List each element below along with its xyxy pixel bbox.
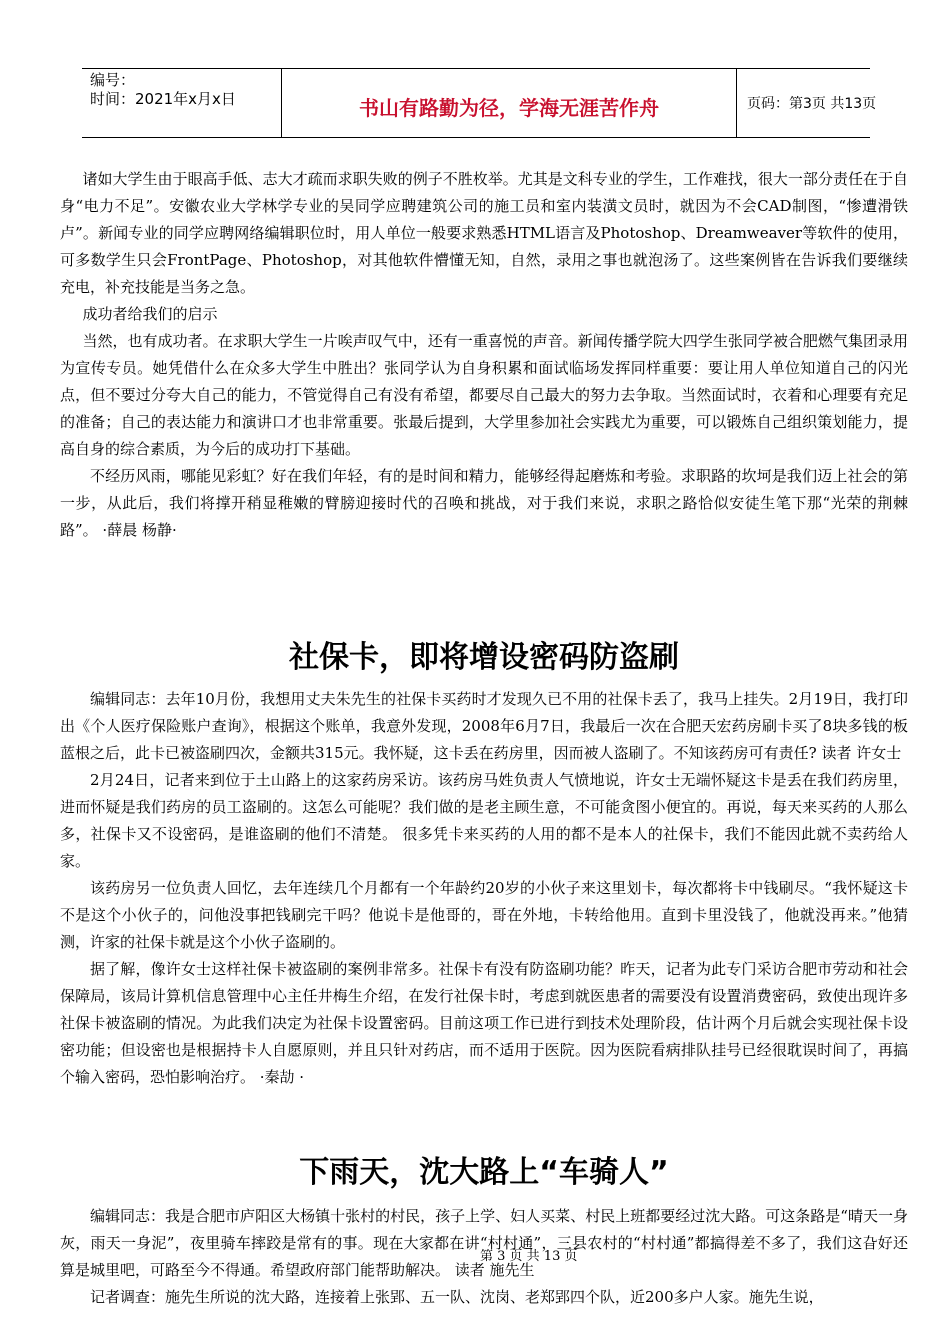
article1-paragraph: 不经历风雨，哪能见彩虹？好在我们年轻，有的是时间和精力，能够经得起磨炼和考验。求职路的坎坷是我们迈上社会的第一步，从此后，我们将撑开稍显稚嫩的臂膀迎接时代的召唤和挑战，对于我们来说，求职之路恰似安徒生笔下那“光荣的荆棘路”。 ·薛晨 杨静·	[60, 467, 908, 539]
number-label: 编号：	[90, 71, 136, 89]
header-meta-cell	[82, 69, 282, 137]
article2-title: 社保卡，即将增设密码防盗刷	[289, 640, 679, 675]
article1-paragraph: 诸如大学生由于眼高手低、志大才疏而求职失败的例子不胜枚举。尤其是文科专业的学生，工作难找，很大一部分责任在于自身“电力不足”。安徽农业大学林学专业的吴同学应聘建筑公司的施工员和室内装潢文员时，就因为不会CAD制图，“惨遭滑铁卢”。新闻专业的同学应聘网络编辑职位时，用人单位一般要求熟悉HTML语言及Photoshop、Dreamweaver等软件的使用，可多数学生只会FrontPage、Photoshop，对其他软件懵懂无知，自然，录用之事也就泡汤了。这些案例皆在告诉我们要继续充电，补充技能是当务之急。	[60, 170, 908, 296]
article2-paragraph: 编辑同志：去年10月份，我想用丈夫朱先生的社保卡买药时才发现久已不用的社保卡丢了，我马上挂失。2月19日，我打印出《个人医疗保险账户查询》，根据这个账单，我意外发现，2008年6月7日，我最后一次在合肥天宏药房刷卡买了8块多钱的板蓝根之后，此卡已被盗刷四次，金额共315元。我怀疑，这卡丢在药房里，因而被人盗刷了。不知该药房可有责任? 读者 许女士	[60, 690, 908, 762]
article1-paragraph: 当然，也有成功者。在求职大学生一片唉声叹气中，还有一重喜悦的声音。新闻传播学院大四学生张同学被合肥燃气集团录用为宣传专员。她凭借什么在众多大学生中胜出？张同学认为自身积累和面试临场发挥同样重要：要让用人单位知道自己的闪光点，但不要过分夸大自己的能力，不管觉得自己有没有希望，都要尽自己最大的努力去争取。当然面试时，衣着和心理要有充足的准备；自己的表达能力和演讲口才也非常重要。张最后提到，大学里参加社会实践尤为重要，可以锻炼自己组织策划能力，提高自身的综合素质，为今后的成功打下基础。	[60, 332, 908, 458]
article2-paragraph: 据了解，像许女士这样社保卡被盗刷的案例非常多。社保卡有没有防盗刷功能？昨天，记者为此专门采访合肥市劳动和社会保障局，该局计算机信息管理中心主任井梅生介绍，在发行社保卡时，考虑到就医患者的需要没有设置消费密码，致使出现许多社保卡被盗刷的情况。为此我们决定为社保卡设置密码。目前这项工作已进行到技术处理阶段，估计两个月后就会实现社保卡设密功能；但设密也是根据持卡人自愿原则，并且只针对药店，而不适用于医院。因为医院看病排队挂号已经很耽误时间了，再搞个输入密码，恐怕影响治疗。 ·秦劼 ·	[60, 960, 908, 1086]
header-motto: 书山有路勤为径，学海无涯苦作舟	[282, 69, 737, 137]
article3-paragraph: 编辑同志：我是合肥市庐阳区大杨镇十张村的村民，孩子上学、妇人买菜、村民上班都要经过沈大路。可这条路是“晴天一身灰，雨天一身泥”，夜里骑车摔跤是常有的事。现在大家都在讲“村村通”，三县农村的“村村通”都搞得差不多了，我们这旮好还算是城里吧，可路至今不得通。希望政府部门能帮助解决。 读者 施先生	[60, 1207, 908, 1279]
article2-paragraph: 该药房另一位负责人回忆，去年连续几个月都有一个年龄约20岁的小伙子来这里划卡，每次都将卡中钱刷尽。“我怀疑这卡不是这个小伙子的，问他没事把钱刷完干吗？他说卡是他哥的，哥在外地，卡转给他用。直到卡里没钱了，他就没再来。”他猜测，许家的社保卡就是这个小伙子盗刷的。	[60, 879, 908, 951]
page-header	[82, 68, 877, 138]
article3-title: 下雨天，沈大路上“车骑人”	[299, 1155, 669, 1190]
article3-paragraph: 记者调查：施先生所说的沈大路，连接着上张郢、五一队、沈岗、老郑郢四个队，近200多户人家。施先生说，	[90, 1288, 824, 1306]
article1-subheading: 成功者给我们的启示	[82, 305, 218, 323]
header-page-label: 页码：第3页 共13页	[747, 96, 877, 112]
date-label: 时间：2021年x月x日	[90, 90, 236, 108]
article2-paragraph: 2月24日，记者来到位于土山路上的这家药房采访。该药房马姓负责人气愤地说，许女士无端怀疑这卡是丢在我们药房里，进而怀疑是我们药房的员工盗刷的。这怎么可能呢？我们做的是老主顾生意，不可能贪图小便宜的。再说，每天来买药的人那么多，社保卡又不设密码，是谁盗刷的他们不清楚。 很多凭卡来买药的人用的都不是本人的社保卡，我们不能因此就不卖药给人家。	[60, 771, 908, 870]
page-footer: 第 3 页 共 13 页	[480, 1249, 578, 1264]
document-body	[60, 166, 908, 1311]
